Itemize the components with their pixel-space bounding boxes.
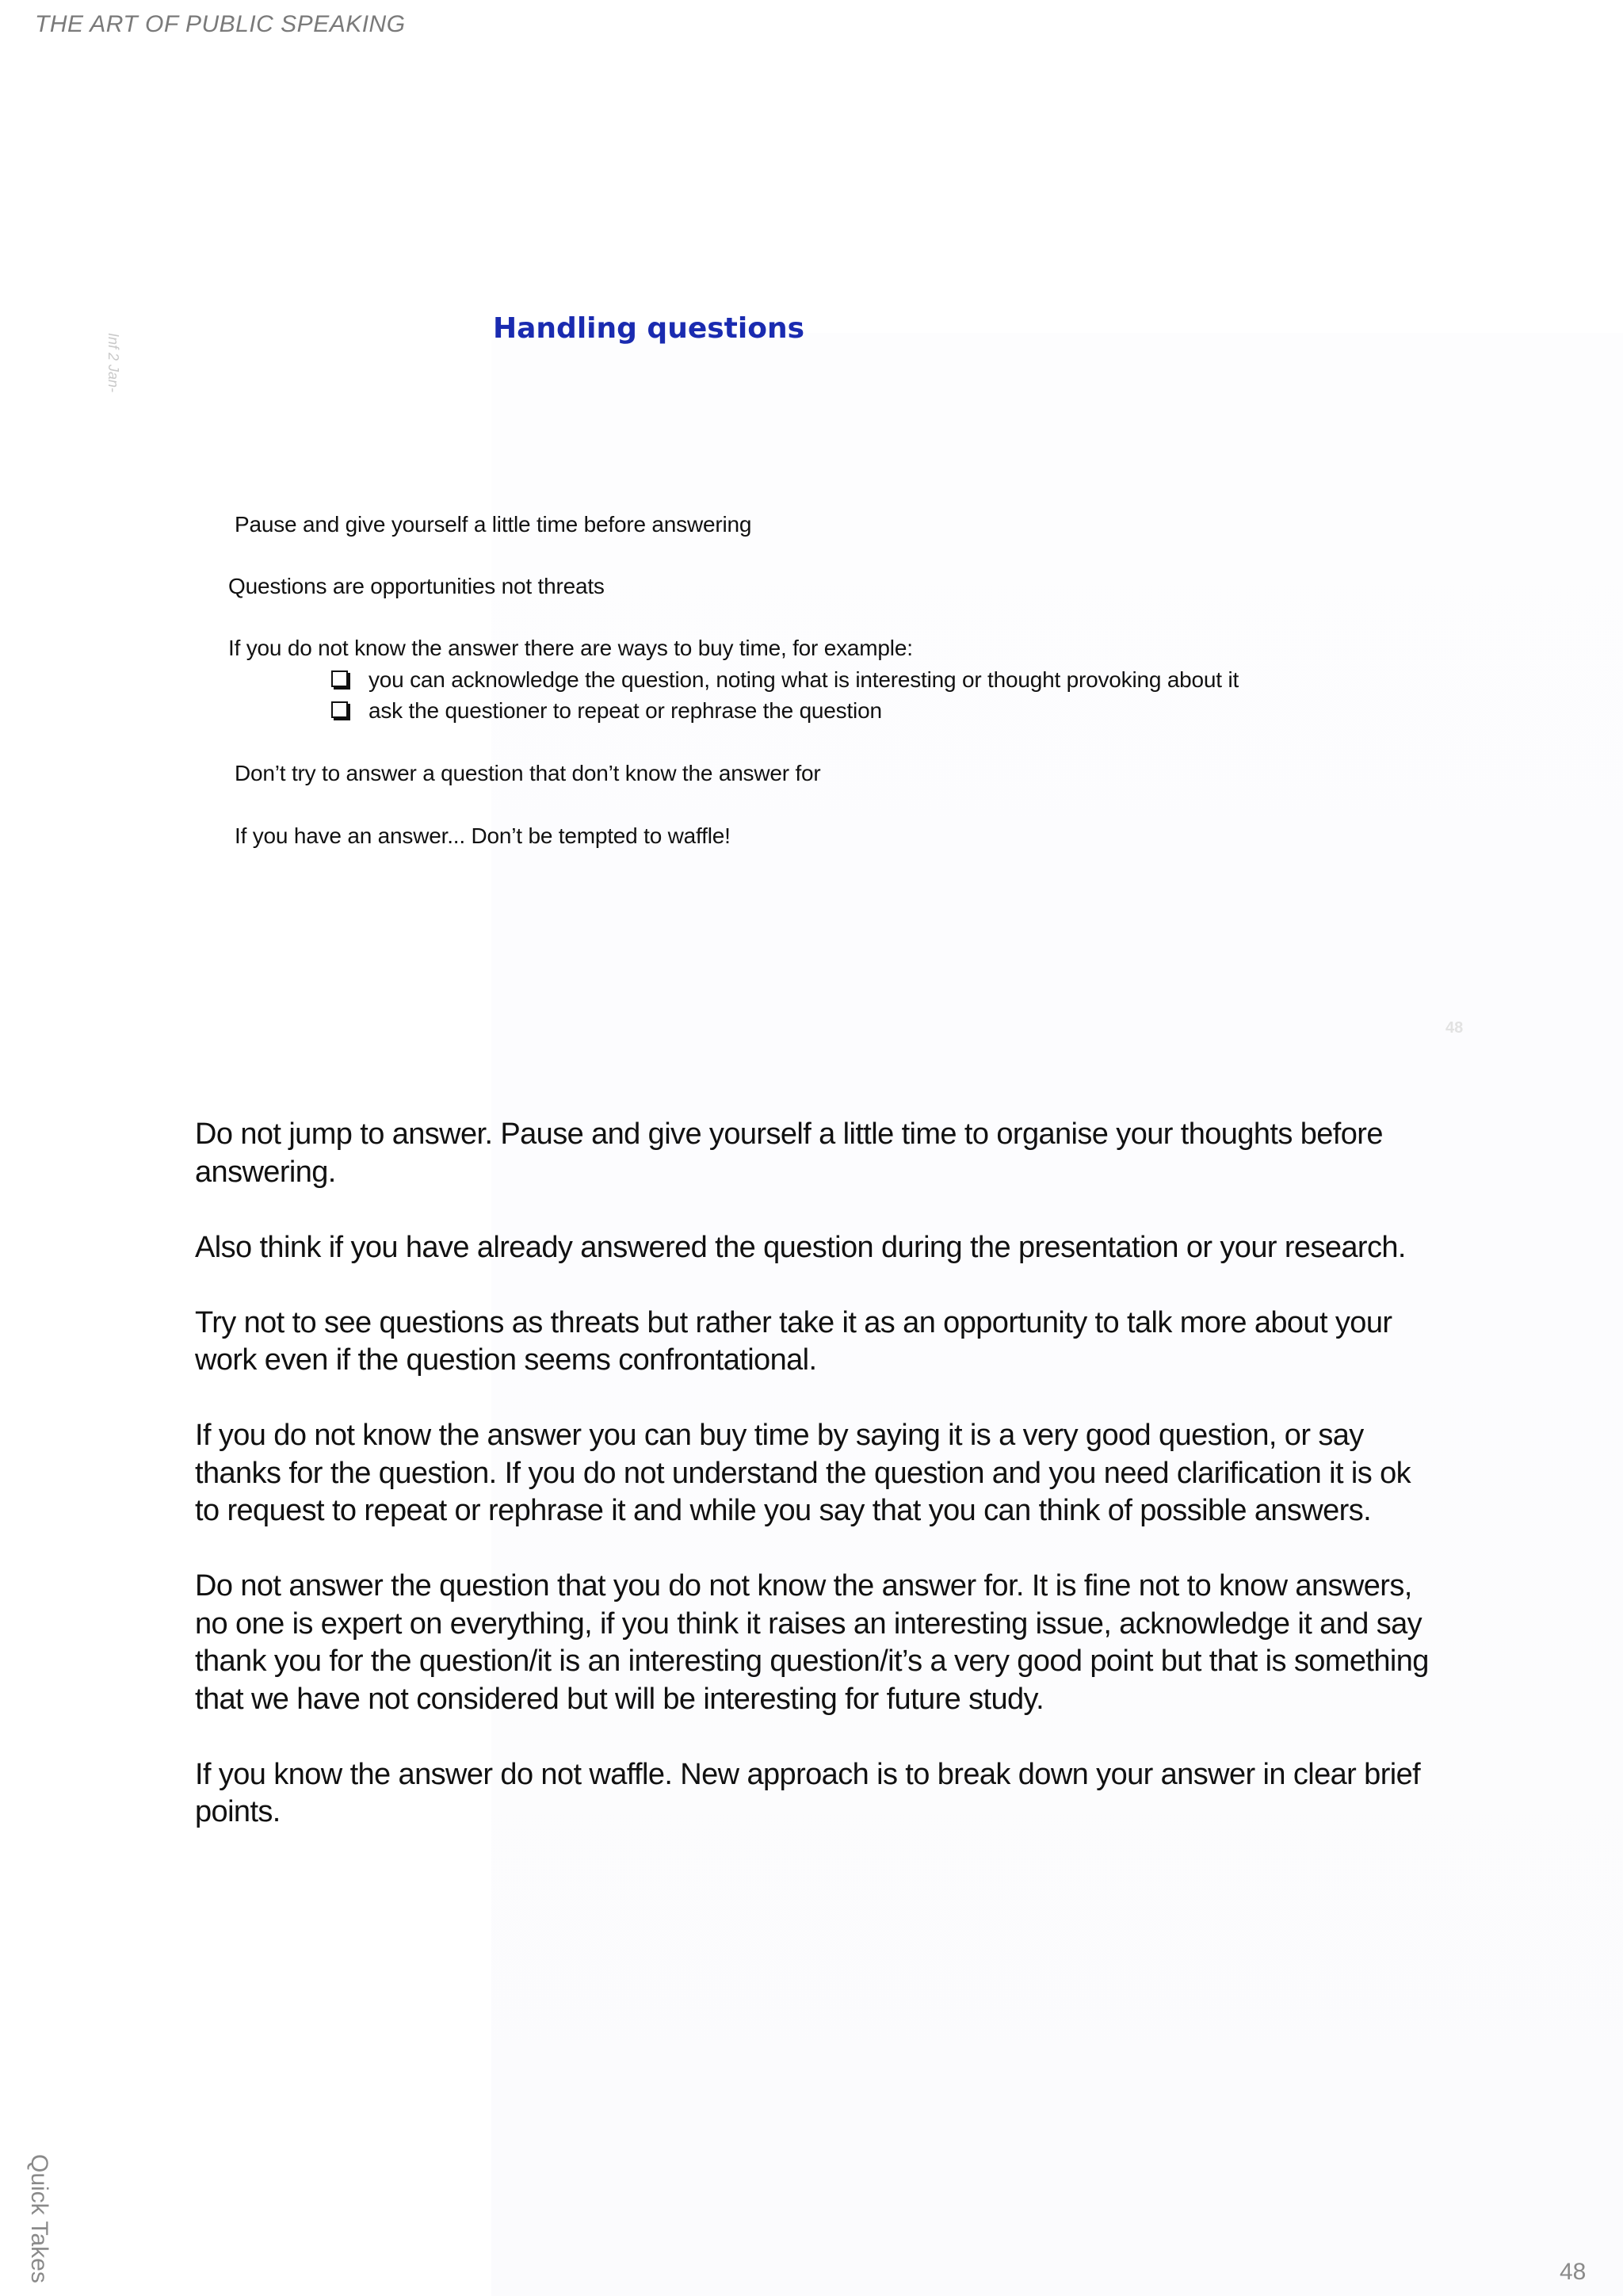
running-header: THE ART OF PUBLIC SPEAKING (35, 11, 406, 37)
speaker-notes (195, 1116, 1431, 1869)
notes-paragraph: If you do not know the answer you can buy time by saying it is a very good question, or say thanks for the question. If you do not understand the question and you need clarification it is ok to request to repeat or rephrase it and while you say that you can think of possible answers. (195, 1419, 1411, 1527)
slide-bullet: Pause and give yourself a little time before answering (235, 512, 752, 537)
slide-sub-bullet-text: ask the questioner to repeat or rephrase the question (369, 698, 882, 723)
notes-paragraph: If you know the answer do not waffle. New approach is to break down your answer in clear brief points. (195, 1757, 1421, 1828)
slide-bullet: Don’t try to answer a question that don’t know the answer for (235, 761, 821, 785)
checkbox-bullet-icon (331, 701, 348, 718)
notes-paragraph: Do not answer the question that you do not know the answer for. It is fine not to know answers, no one is expert on everything, if you think it raises an interesting issue, acknowledge it and say thank you for the question/it is an interesting question/it’s a very good point but that is something that we have not considered but will be interesting for future study. (195, 1569, 1429, 1716)
slide-bullet: If you do not know the answer there are ways to buy time, for example: (228, 636, 913, 660)
notes-paragraph: Do not jump to answer. Pause and give yourself a little time to organise your thoughts before answering. (195, 1117, 1383, 1189)
checkbox-bullet-icon (331, 670, 348, 687)
footer-section-label: Quick Takes (26, 2154, 52, 2283)
slide-sub-bullet (331, 667, 1239, 693)
slide-sub-bullet (331, 698, 882, 724)
notes-paragraph: Also think if you have already answered the question during the presentation or your research. (195, 1230, 1406, 1264)
slide-bullet: Questions are opportunities not threats (228, 574, 605, 598)
slide-number: 48 (1445, 1019, 1464, 1037)
slide-bullet: If you have an answer... Don’t be tempted to waffle! (235, 823, 731, 848)
slide-side-label: Inf 2 Jan- (105, 333, 121, 393)
page-number: 48 (1560, 2259, 1587, 2285)
slide-title: Handling questions (493, 312, 805, 345)
slide-sub-bullet-text: you can acknowledge the question, noting what is interesting or thought provoking about it (369, 667, 1239, 692)
notes-paragraph: Try not to see questions as threats but rather take it as an opportunity to talk more about your work even if the question seems confrontational. (195, 1305, 1392, 1377)
